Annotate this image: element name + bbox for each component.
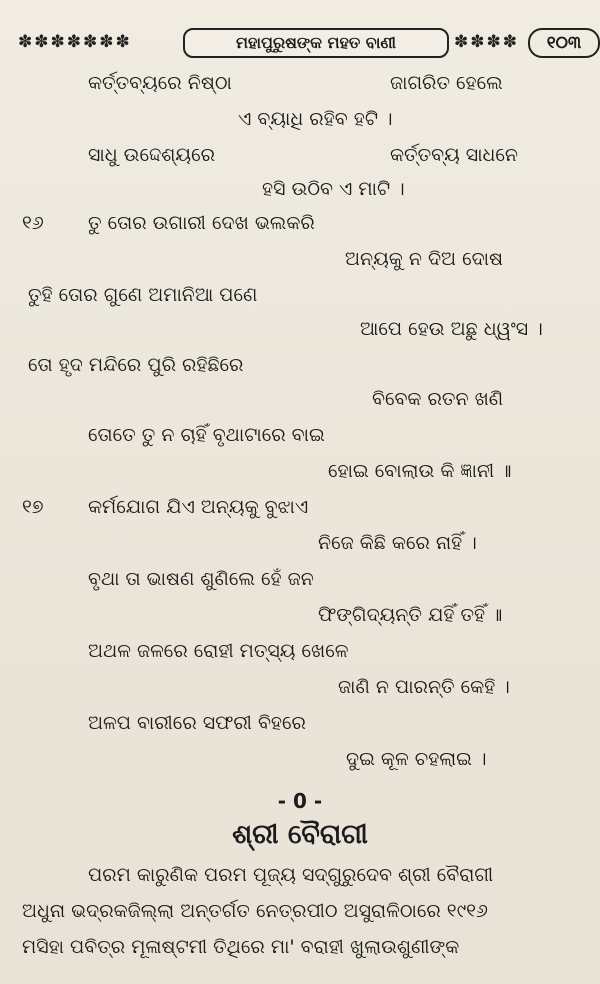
verse-line: ତୋ ହୃଦ ମନ୍ଦିରେ ପୁରି ରହିଛିରେ bbox=[28, 354, 244, 376]
verse-line: ଫିଙ୍ଗିଦ୍ୟନ୍ତି ଯହିଁ ତହିଁ ॥ bbox=[318, 604, 503, 626]
verse-line: କର୍ତ୍ତବ୍ୟ ସାଧନେ bbox=[390, 144, 519, 166]
section-title: ଶ୍ରୀ ବୈରାଗୀ bbox=[232, 819, 368, 850]
verse-line: ତୁହି ତୋର ଗୁଣେ ଅମାନିଆ ପଣେ bbox=[28, 284, 258, 306]
verse-line: ହସି ଉଠିବ ଏ ମାଟି । bbox=[262, 178, 405, 200]
verse-line: କର୍ତ୍ତବ୍ୟରେ ନିଷ୍ଠା bbox=[88, 72, 232, 94]
verse-line: ନିଜେ କିଛି କରେ ନାହିଁ । bbox=[318, 532, 477, 554]
verse-line: ଅଳପ ବାରୀରେ ସଫରୀ ବିହରେ bbox=[88, 712, 306, 734]
verse-line: ଦୁଇ କୂଳ ଚହଲାଇ । bbox=[346, 748, 487, 770]
running-title: ମହାପୁରୁଷଙ୍କ ମହତ ବାଣୀ bbox=[183, 28, 449, 58]
verse-line: ଆପେ ହେଉ ଅଛୁ ଧ୍ୱଂସ । bbox=[360, 318, 543, 340]
page-header bbox=[18, 28, 590, 58]
verse-line: ଜାଣି ନ ପାରନ୍ତି କେହି । bbox=[338, 676, 510, 698]
paragraph-line: ଅଧୁନା ଭଦ୍ରକଜିଲ୍ଲା ଅନ୍ତର୍ଗତ ନେତ୍ରପୀଠ ଅସୁରାଳିଠାରେ ୧୯୧୬ bbox=[22, 900, 488, 922]
verse-line: କର୍ମଯୋଗ ଯିଏ ଅନ୍ୟକୁ ବୁଝାଏ bbox=[88, 496, 309, 518]
verse-line: ଅଥଳ ଜଳରେ ରୋହୀ ମତ୍ସ୍ୟ ଖେଳେ bbox=[88, 640, 349, 662]
ornament-left: ✽✽✽✽✽✽✽ bbox=[18, 32, 132, 52]
paragraph-line: ପରମ କାରୁଣିକ ପରମ ପୂଜ୍ୟ ସଦ୍‌ଗୁରୁଦେବ ଶ୍ରୀ ବୈରାଗୀ bbox=[88, 864, 494, 886]
verse-line: ଜାଗରିତ ହେଲେ bbox=[390, 72, 503, 94]
ornament-right: ✽✽✽✽ bbox=[454, 32, 519, 52]
verse-number: ୧୭ bbox=[22, 496, 44, 518]
section-separator: - 0 - bbox=[277, 789, 323, 813]
verse-line: ଏ ବ୍ୟାଧି ରହିବ ହଟି । bbox=[238, 108, 393, 130]
verse-line: ଅନ୍ୟକୁ ନ ଦିଅ ଦୋଷ bbox=[345, 248, 504, 270]
verse-line: ତୁ ତୋର ଉଗାରୀ ଦେଖ ଭଲକରି bbox=[88, 212, 315, 234]
verse-line: ବିବେକ ରତନ ଖଣି bbox=[372, 388, 504, 410]
verse-line: ତୋତେ ତୁ ନ ଚାହିଁ ବୃଥାଟାରେ ବାଇ bbox=[88, 424, 325, 446]
verse-number: ୧୬ bbox=[22, 212, 44, 234]
verse-line: ହୋଇ ବୋଲାଉ କି ଜ୍ଞାନୀ ॥ bbox=[328, 460, 512, 482]
paragraph-line: ମସିହା ପବିତ୍ର ମୂଳାଷ୍ଟମୀ ତିଥିରେ ମା' ବରାହୀ ଖୁଲାଉଶୁଣୀଙ୍କ bbox=[22, 936, 460, 958]
verse-line: ବୃଥା ତା ଭାଷଣ ଶୁଣିଲେ ହେଁ ଜନ bbox=[88, 568, 314, 590]
page-number: ୧୦୩ bbox=[528, 28, 600, 58]
verse-line: ସାଧୁ ଉଦ୍ଦେଶ୍ୟରେ bbox=[88, 144, 216, 166]
